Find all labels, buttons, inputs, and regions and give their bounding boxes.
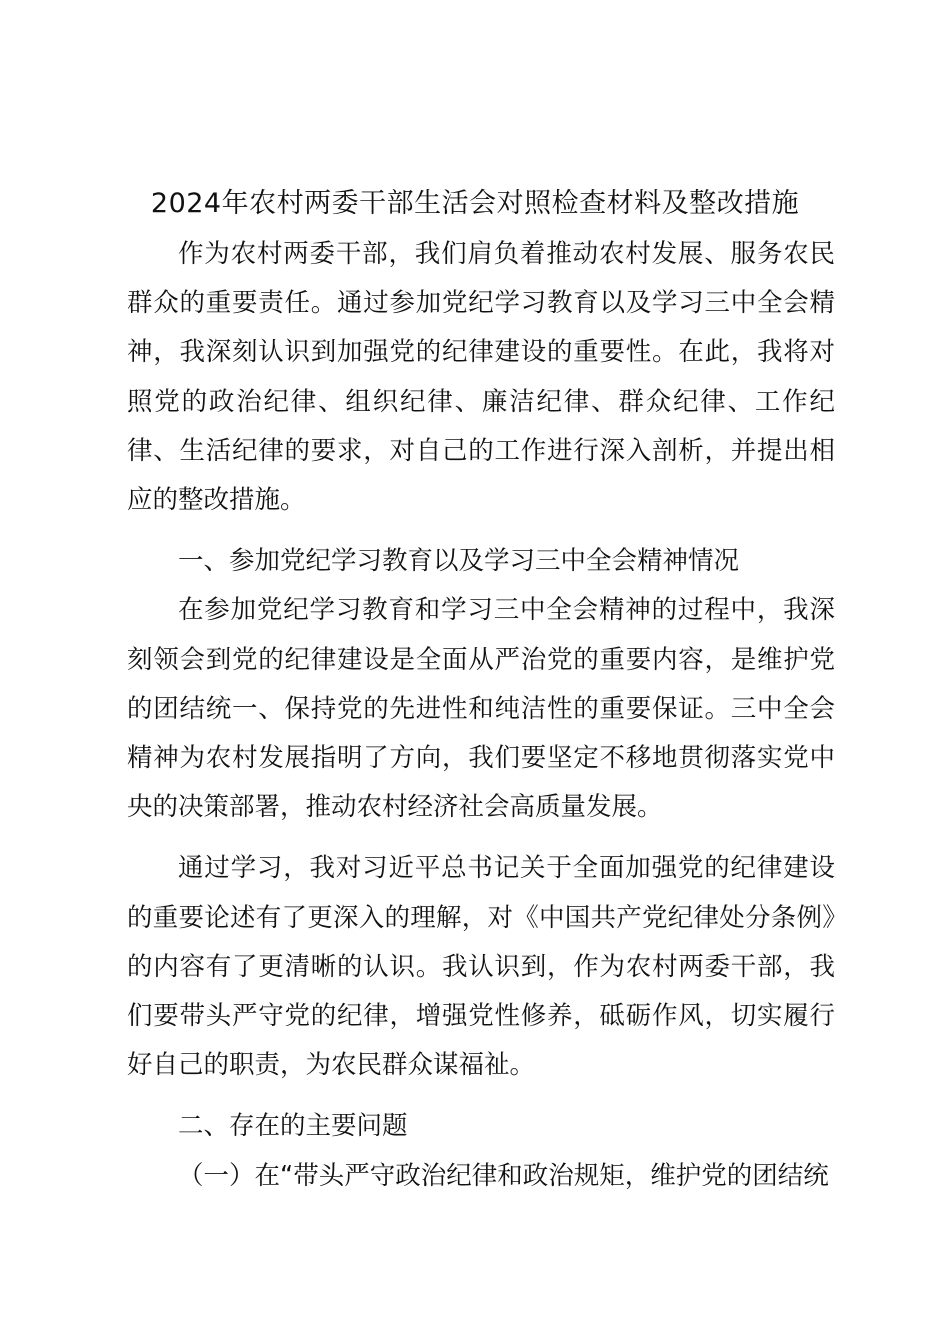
subsection-heading-1: （一）在“带头严守政治纪律和政治规矩，维护党的团结统 [178, 1160, 829, 1191]
section-heading-2: 二、存在的主要问题 [178, 1111, 408, 1142]
section-1-paragraph-1: 在参加党纪学习教育和学习三中全会精神的过程中，我深刻领会到党的纪律建设是全面从严治党的重要内容，是维护党的团结统一、保持党的先进性和纯洁性的重要保证。三中全会精神为农村发展指明了方向，我们要坚定不移地贯彻落实党中央的决策部署，推动农村经济社会高质量发展。 [127, 595, 835, 823]
document-body [127, 230, 835, 1201]
document-title: 2024年农村两委干部生活会对照检查材料及整改措施 [150, 188, 800, 219]
section-heading-1: 一、参加党纪学习教育以及学习三中全会精神情况 [178, 546, 740, 577]
section-1-paragraph-2: 通过学习，我对习近平总书记关于全面加强党的纪律建设的重要论述有了更深入的理解，对《中国共产党纪律处分条例》的内容有了更清晰的认识。我认识到，作为农村两委干部，我们要带头严守党的纪律，增强党性修养，砥砺作风，切实履行好自己的职责，为农民群众谋福祉。 [127, 853, 835, 1081]
intro-paragraph: 作为农村两委干部，我们肩负着推动农村发展、服务农民群众的重要责任。通过参加党纪学习教育以及学习三中全会精神，我深刻认识到加强党的纪律建设的重要性。在此，我将对照党的政治纪律、组织纪律、廉洁纪律、群众纪律、工作纪律、生活纪律的要求，对自己的工作进行深入剖析，并提出相应的整改措施。 [127, 239, 835, 516]
